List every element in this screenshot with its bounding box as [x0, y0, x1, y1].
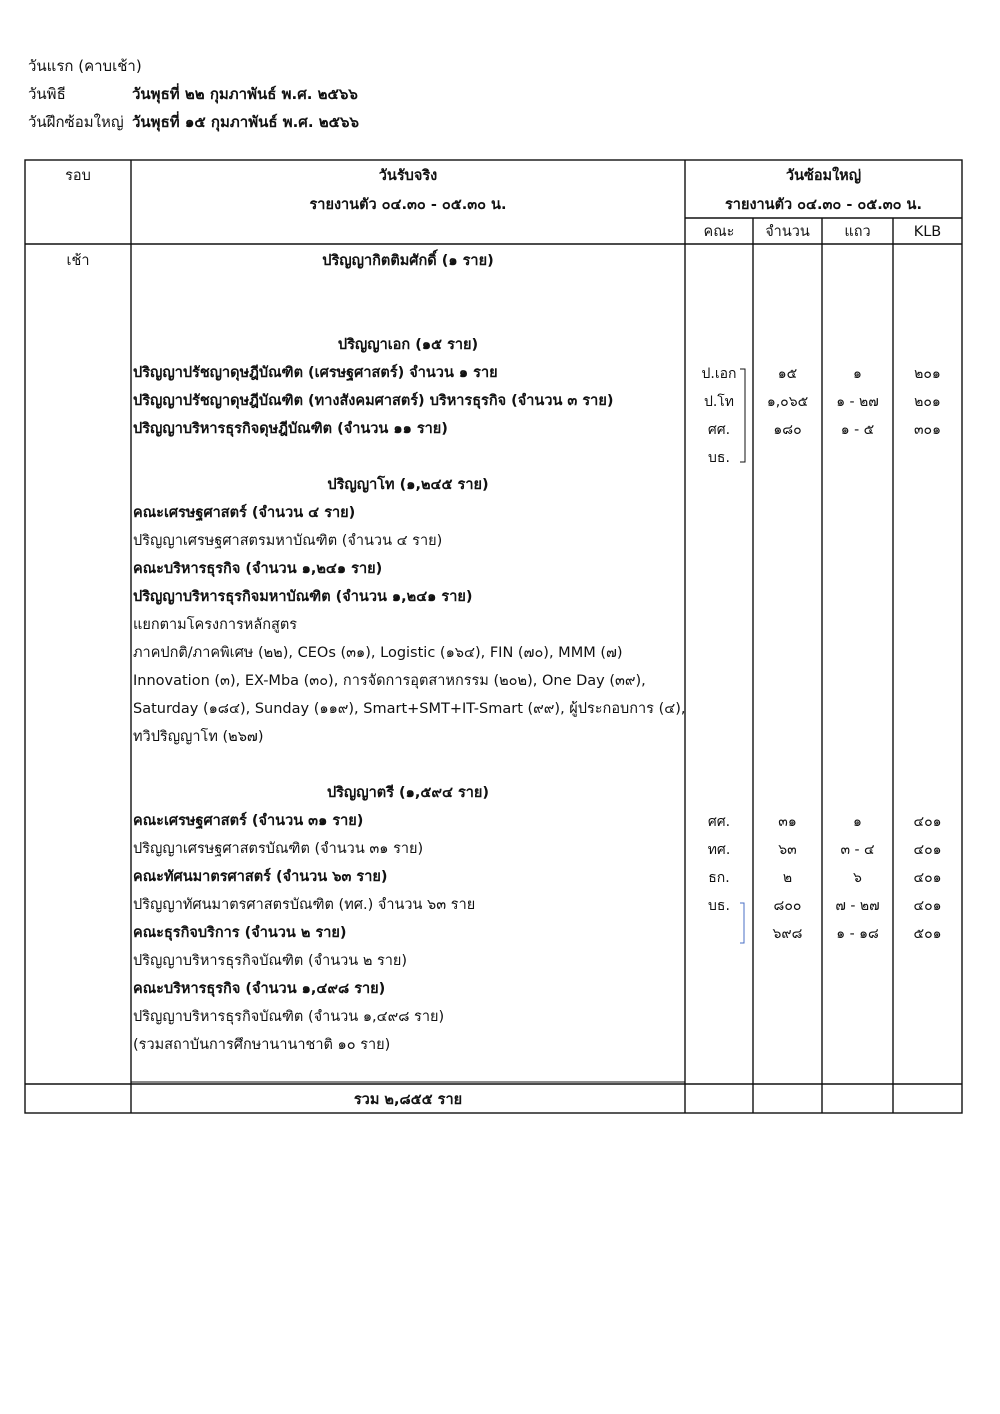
rehearsal-klb: ๔๐๑: [913, 814, 942, 830]
rehearsal-row: ๑ - ๒๗: [836, 394, 879, 410]
col-rehearsal-header: วันซ้อมใหญ่: [785, 168, 862, 184]
rehearsal-faculty: ธก.: [708, 870, 730, 886]
rehearsal-count: ๖๙๘: [772, 926, 803, 942]
bachelor-degree: ปริญญาทัศนมาตรศาสตรบัณฑิต (ทศ.) จำนวน ๖๓ ราย: [133, 897, 476, 913]
ceremony-date: วันพุธที่ ๒๒ กุมภาพันธ์ พ.ศ. ๒๕๖๖: [132, 85, 358, 103]
bachelor-faculty: คณะทัศนมาตรศาสตร์ (จำนวน ๖๓ ราย): [133, 869, 388, 885]
rehearsal-row: ๑: [853, 366, 862, 382]
rehearsal-klb: ๓๐๑: [913, 422, 941, 438]
masters-degree: ปริญญาเศรษฐศาสตรมหาบัณฑิต (จำนวน ๔ ราย): [133, 533, 443, 549]
bachelor-degree: ปริญญาเศรษฐศาสตรบัณฑิต (จำนวน ๓๑ ราย): [133, 841, 424, 857]
bachelor-faculty: คณะธุรกิจบริการ (จำนวน ๒ ราย): [133, 925, 347, 941]
masters-degree: ปริญญาบริหารธุรกิจมหาบัณฑิต (จำนวน ๑,๒๔๑ ราย): [133, 589, 473, 605]
rehearsal-faculty: บธ.: [708, 898, 730, 914]
rehearsal-count: ๑๕: [777, 366, 798, 382]
sub-header-row: แถว: [844, 224, 871, 240]
bachelor-degree: ปริญญาบริหารธุรกิจบัณฑิต (จำนวน ๑,๔๙๘ ราย): [133, 1009, 445, 1025]
rehearsal-count: ๖๓: [778, 842, 797, 858]
rehearsal-count: ๒: [782, 870, 793, 886]
doctoral-item: ปริญญาบริหารธุรกิจดุษฎีบัณฑิต (จำนวน ๑๑ ราย): [133, 421, 448, 437]
masters-program-list: ทวิปริญญาโท (๒๖๗): [133, 729, 264, 745]
masters-program-note: แยกตามโครงการหลักสูตร: [133, 617, 298, 633]
masters-program-list: Innovation (๓), EX-Mba (๓๐), การจัดการอุตสาหกรรม (๒๐๒), One Day (๓๙),: [133, 673, 646, 689]
rehearsal-klb: ๔๐๑: [913, 870, 942, 886]
rehearsal-klb: ๔๐๑: [913, 842, 942, 858]
bachelor-faculty: คณะบริหารธุรกิจ (จำนวน ๑,๔๙๘ ราย): [133, 981, 386, 997]
rehearsal-faculty: ทศ.: [707, 842, 731, 858]
masters-heading: ปริญญาโท (๑,๒๔๕ ราย): [327, 477, 489, 493]
rehearsal-faculty: ป.โท: [703, 394, 735, 410]
rehearsal-row: ๓ - ๔: [840, 842, 875, 858]
doctoral-heading: ปริญญาเอก (๑๕ ราย): [337, 337, 479, 353]
rehearsal-row: ๑ - ๑๘: [836, 926, 879, 942]
rehearsal-date: วันพุธที่ ๑๕ กุมภาพันธ์ พ.ศ. ๒๕๖๖: [132, 113, 360, 131]
col-real-day-header: วันรับจริง: [378, 168, 438, 184]
rehearsal-count: ๑๘๐: [773, 422, 802, 438]
masters-program-list: Saturday (๑๘๔), Sunday (๑๑๙), Smart+SMT+IT-Smart (๙๙), ผู้ประกอบการ (๔),: [133, 701, 686, 717]
rehearsal-row: ๑: [853, 814, 862, 830]
bachelor-faculty: คณะเศรษฐศาสตร์ (จำนวน ๓๑ ราย): [133, 813, 364, 829]
ceremony-label: วันพิธี: [28, 85, 66, 103]
rehearsal-faculty: ป.เอก: [701, 366, 737, 382]
rehearsal-report-time: รายงานตัว ๐๔.๓๐ - ๐๕.๓๐ น.: [725, 197, 922, 213]
rehearsal-row: ๖: [853, 870, 862, 886]
bachelor-heading: ปริญญาตรี (๑,๕๙๔ ราย): [326, 785, 490, 801]
masters-faculty: คณะบริหารธุรกิจ (จำนวน ๑,๒๔๑ ราย): [133, 561, 383, 577]
rehearsal-row: ๑ - ๕: [840, 422, 875, 438]
masters-faculty: คณะเศรษฐศาสตร์ (จำนวน ๔ ราย): [133, 505, 356, 521]
bachelor-degree: ปริญญาบริหารธุรกิจบัณฑิต (จำนวน ๒ ราย): [133, 953, 408, 969]
doctoral-item: ปริญญาปรัชญาดุษฎีบัณฑิต (ทางสังคมศาสตร์) บริหารธุรกิจ (จำนวน ๓ ราย): [133, 393, 614, 409]
rehearsal-klb: ๔๐๑: [913, 898, 942, 914]
round-value: เช้า: [66, 253, 90, 269]
rehearsal-klb: ๒๐๑: [914, 366, 941, 382]
col-round-header: รอบ: [65, 168, 91, 184]
rehearsal-klb: ๕๐๑: [913, 926, 942, 942]
rehearsal-klb: ๒๐๑: [914, 394, 941, 410]
sub-header-faculty: คณะ: [703, 224, 735, 240]
rehearsal-faculty: ศศ.: [707, 422, 731, 438]
honorary-heading: ปริญญากิตติมศักดิ์ (๑ ราย): [322, 253, 494, 269]
rehearsal-faculty: บธ.: [708, 450, 730, 466]
rehearsal-count: ๑,๐๖๕: [766, 394, 809, 410]
rehearsal-row: ๗ - ๒๗: [835, 898, 880, 914]
total-row: รวม ๒,๘๕๕ ราย: [353, 1092, 463, 1108]
rehearsal-faculty: ศศ.: [707, 814, 731, 830]
sub-header-count: จำนวน: [765, 224, 810, 240]
sub-header-klb: KLB: [913, 224, 942, 240]
real-day-report-time: รายงานตัว ๐๔.๓๐ - ๐๕.๓๐ น.: [309, 197, 507, 213]
rehearsal-count: ๘๐๐: [773, 898, 802, 914]
masters-program-list: ภาคปกติ/ภาคพิเศษ (๒๒), CEOs (๓๑), Logistic (๑๖๔), FIN (๗๐), MMM (๗): [133, 645, 623, 661]
doctoral-item: ปริญญาปรัชญาดุษฎีบัณฑิต (เศรษฐศาสตร์) จำนวน ๑ ราย: [133, 365, 498, 381]
day-label: วันแรก (คาบเช้า): [28, 57, 142, 75]
bachelor-note: (รวมสถาบันการศึกษานานาชาติ ๑๐ ราย): [133, 1037, 391, 1053]
rehearsal-count: ๓๑: [778, 814, 797, 830]
rehearsal-label: วันฝึกซ้อมใหญ่: [28, 113, 124, 131]
